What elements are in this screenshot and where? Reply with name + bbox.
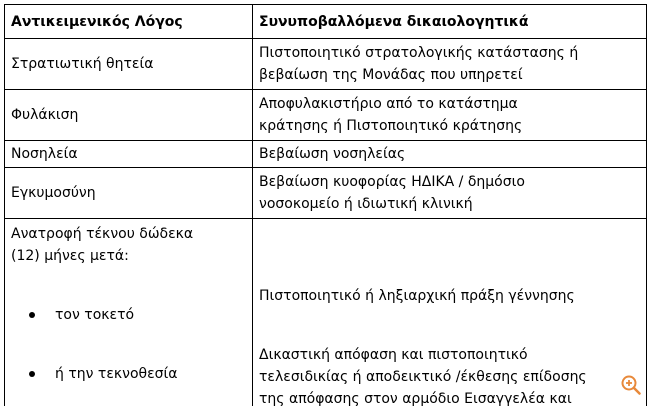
- documents-line: της απόφασης στον αρμόδιο Εισαγγελέα και: [259, 391, 572, 406]
- table-header-row: [5, 5, 647, 39]
- documents-line: νοσοκομείο ή ιδιωτική κλινική: [259, 196, 473, 212]
- bullet-text: τον τοκετό: [55, 307, 135, 323]
- documents-line: Δικαστική απόφαση και πιστοποιητικό: [259, 347, 528, 363]
- documents-line: τελεσιδικίας ή αποδεικτικό /έκθεσης επίδοσης: [259, 369, 587, 385]
- table-row: [5, 39, 647, 90]
- reason-cell: Νοσηλεία: [5, 141, 253, 168]
- reason-cell: Στρατιωτική θητεία: [5, 39, 253, 90]
- list-item: [29, 363, 246, 385]
- zoom-in-icon: [620, 374, 642, 396]
- documents-cell: [253, 39, 647, 90]
- reason-line: (12) μήνες μετά:: [11, 248, 129, 264]
- bullet-text: ή την τεκνοθεσία: [55, 366, 178, 382]
- documents-line: βεβαίωση της Μονάδας που υπηρετεί: [259, 67, 523, 83]
- reason-cell: Φυλάκιση: [5, 90, 253, 141]
- reason-line: Ανατροφή τέκνου δώδεκα: [11, 226, 194, 242]
- documents-line: Βεβαίωση κυοφορίας ΗΔΙΚΑ / δημόσιο: [259, 174, 525, 190]
- documents-cell: [253, 141, 647, 168]
- reason-cell: Εγκυμοσύνη: [5, 168, 253, 219]
- documents-line: Πιστοποιητικό ή ληξιαρχική πράξη γέννησης: [259, 288, 575, 304]
- bullet-icon: [29, 312, 35, 318]
- list-item: [29, 304, 246, 326]
- table-row: [5, 90, 647, 141]
- reason-cell: [5, 219, 253, 406]
- bullet-icon: [29, 371, 35, 377]
- table-row: [5, 141, 647, 168]
- documents-line: κράτησης ή Πιστοποιητικό κράτησης: [259, 118, 523, 134]
- header-reason: Αντικειμενικός Λόγος: [5, 5, 253, 39]
- zoom-in-button[interactable]: [620, 374, 642, 396]
- table-row: [5, 168, 647, 219]
- requirements-table: [4, 4, 647, 406]
- documents-cell: [253, 168, 647, 219]
- table-row: [5, 219, 647, 406]
- documents-line: Πιστοποιητικό στρατολογικής κατάστασης ή: [259, 45, 579, 61]
- documents-line: Αποφυλακιστήριο από το κατάστημα: [259, 96, 518, 112]
- documents-cell: [253, 90, 647, 141]
- documents-cell: [253, 219, 647, 406]
- header-documents: Συνυποβαλλόμενα δικαιολογητικά: [253, 5, 647, 39]
- documents-line: Βεβαίωση νοσηλείας: [259, 146, 406, 162]
